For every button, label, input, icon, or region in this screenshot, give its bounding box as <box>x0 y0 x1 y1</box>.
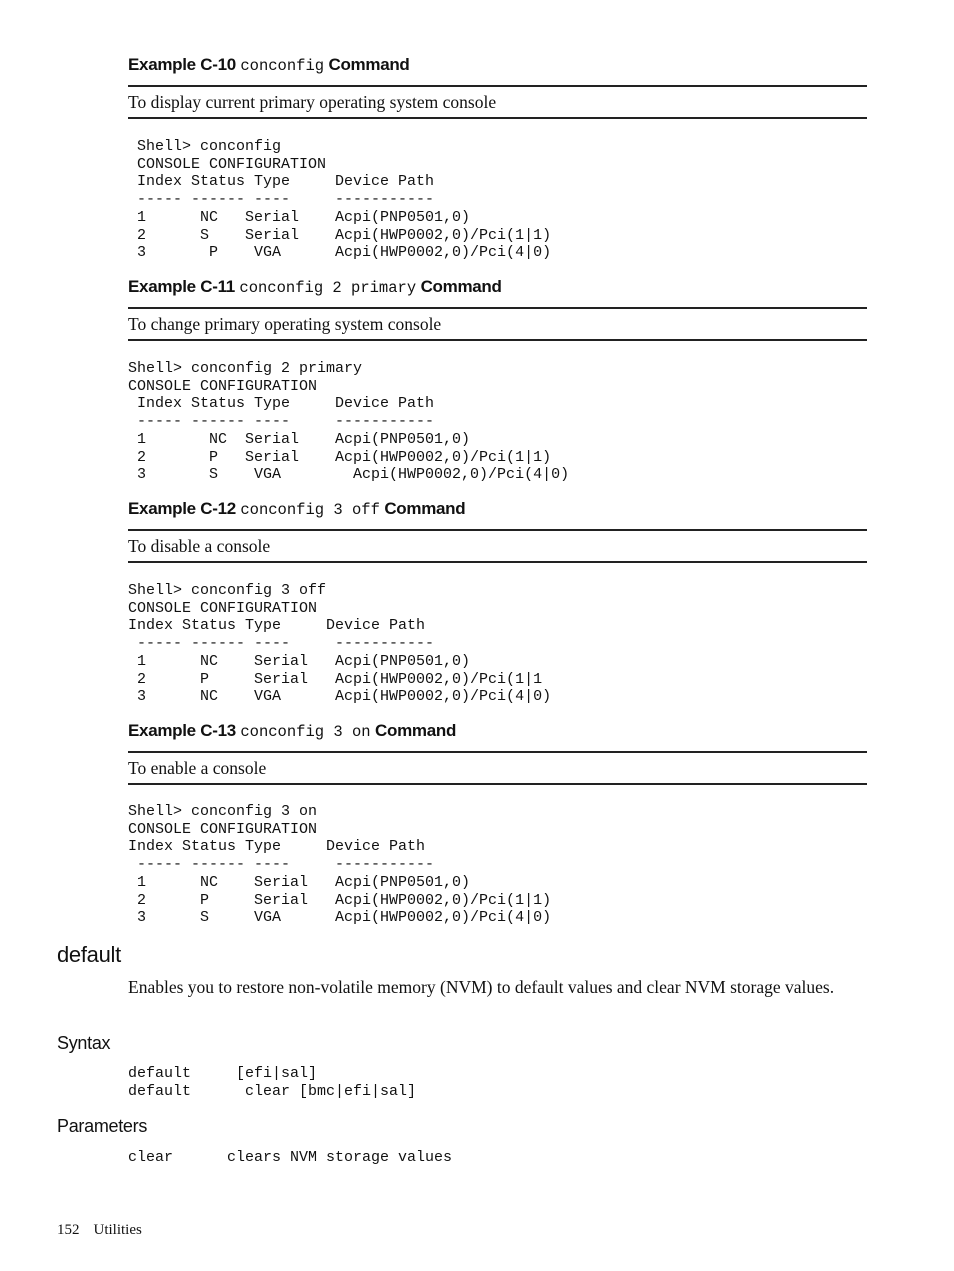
parameters-heading: Parameters <box>57 1116 148 1136</box>
example-c13-title <box>128 721 456 741</box>
example-label: Example C-13 <box>128 721 236 740</box>
example-c13-box <box>128 751 867 785</box>
syntax-code: default [efi|sal] default clear [bmc|efi|sal] <box>128 1065 417 1100</box>
example-label: Example C-10 <box>128 55 236 74</box>
example-command: conconfig 3 on <box>240 723 371 741</box>
example-c10-code: Shell> conconfig CONSOLE CONFIGURATION Index Status Type Device Path ----- ------ ---- ----------- 1 NC Serial Acpi(PNP0501,0) 2 S Serial Acpi(HWP0002,0)/Pci(1|1) 3 P VGA Acpi(HWP0002,0)/Pci(4|0) <box>137 138 552 262</box>
example-description: To display current primary operating system console <box>128 92 497 112</box>
example-command: conconfig 2 primary <box>239 279 417 297</box>
example-c12-code: Shell> conconfig 3 off CONSOLE CONFIGURATION Index Status Type Device Path ----- ------ ---- ----------- 1 NC Serial Acpi(PNP0501,0) 2 P Serial Acpi(HWP0002,0)/Pci(1|1 3 NC VGA Acpi(HWP0002,0)/Pci(4|0) <box>128 582 552 706</box>
example-c10-title <box>128 55 410 75</box>
page-number: 152 <box>57 1222 80 1238</box>
example-suffix: Command <box>328 55 410 74</box>
example-c11-title <box>128 277 502 297</box>
example-suffix: Command <box>384 499 466 518</box>
example-command: conconfig 3 off <box>240 501 380 519</box>
example-c11-code: Shell> conconfig 2 primary CONSOLE CONFIGURATION Index Status Type Device Path ----- ------ ---- ----------- 1 NC Serial Acpi(PNP0501,0) 2 P Serial Acpi(HWP0002,0)/Pci(1|1) 3 S VGA Acpi(HWP0002,0)/Pci(4|0) <box>128 360 570 484</box>
example-c10-box <box>128 85 867 119</box>
section-title: default <box>57 942 121 967</box>
example-label: Example C-12 <box>128 499 236 518</box>
example-suffix: Command <box>375 721 457 740</box>
syntax-heading: Syntax <box>57 1033 111 1053</box>
example-c11-box <box>128 307 867 341</box>
example-description: To disable a console <box>128 536 271 556</box>
example-suffix: Command <box>420 277 502 296</box>
example-description: To enable a console <box>128 758 267 778</box>
example-c13-code: Shell> conconfig 3 on CONSOLE CONFIGURATION Index Status Type Device Path ----- ------ ---- ----------- 1 NC Serial Acpi(PNP0501,0) 2 P Serial Acpi(HWP0002,0)/Pci(1|1) 3 S VGA Acpi(HWP0002,0)/Pci(4|0) <box>128 803 552 927</box>
section-description: Enables you to restore non-volatile memory (NVM) to default values and clear NVM storage values. <box>128 977 835 997</box>
chapter-name: Utilities <box>93 1222 142 1238</box>
example-c12-box <box>128 529 867 563</box>
example-command: conconfig <box>240 57 325 75</box>
example-label: Example C-11 <box>128 277 235 296</box>
parameters-code: clear clears NVM storage values <box>128 1149 453 1166</box>
page-footer <box>57 1222 142 1239</box>
example-description: To change primary operating system console <box>128 314 442 334</box>
example-c12-title <box>128 499 465 519</box>
